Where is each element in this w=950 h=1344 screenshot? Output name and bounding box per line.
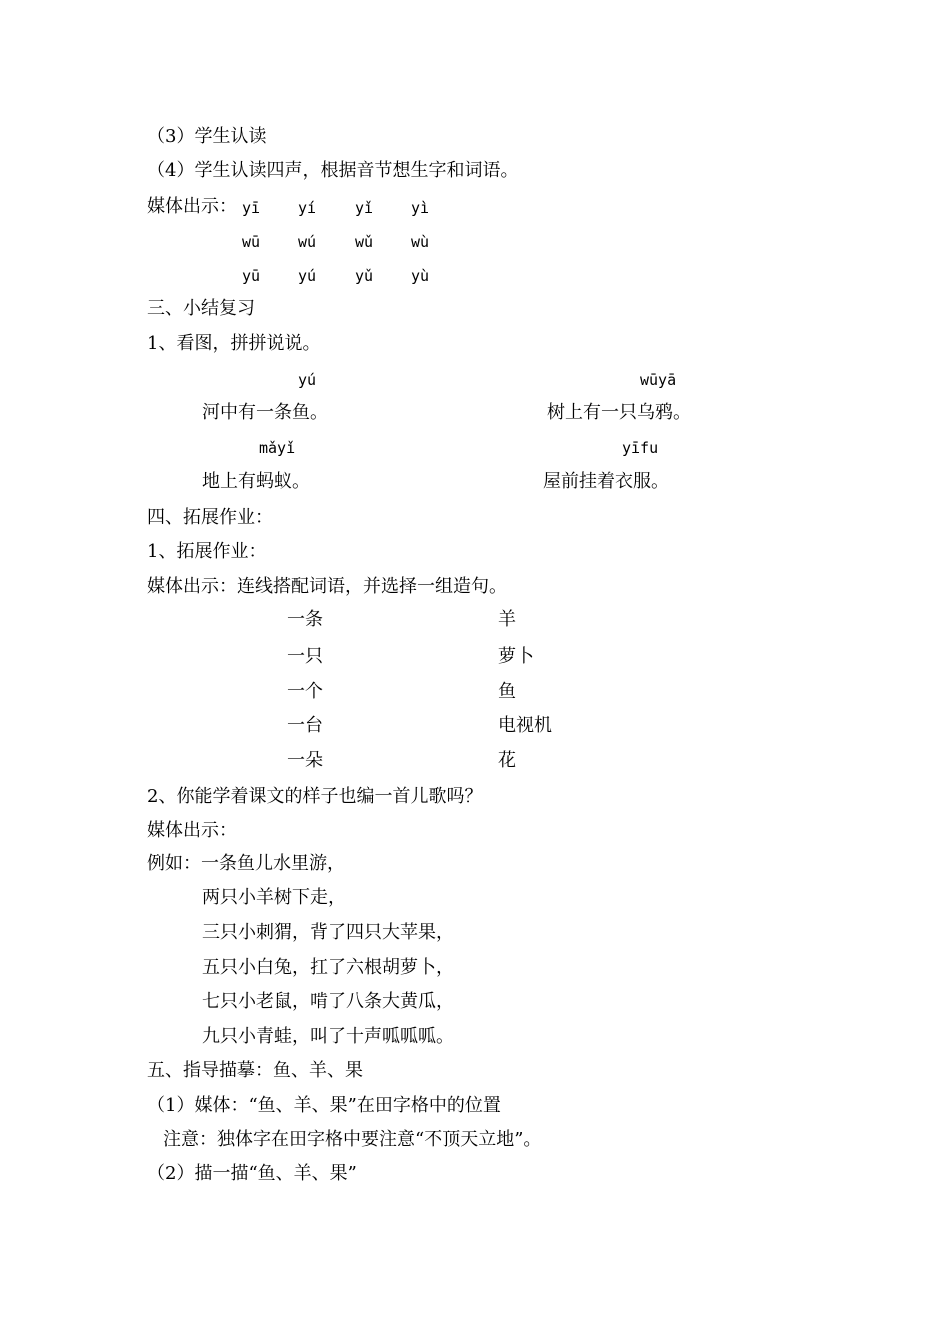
tone-syllable: wú [298, 233, 317, 251]
pinyin-label: wūyā [640, 371, 677, 389]
item-2-heading: 2、你能学着课文的样子也编一首儿歌吗？ [147, 786, 483, 807]
poem-line: 七只小老鼠，啃了八条大黄瓜， [202, 991, 454, 1012]
section-5-heading: 五、指导描摹：鱼、羊、果 [147, 1060, 363, 1081]
section-5-item-1: （1）媒体：“鱼、羊、果”在田字格中的位置 [147, 1095, 501, 1116]
match-intro: 媒体出示：连线搭配词语，并选择一组造句。 [147, 576, 507, 597]
pinyin-label: mǎyǐ [259, 439, 296, 457]
match-left-word: 一个 [287, 681, 323, 702]
poem-line: 三只小刺猬，背了四只大苹果， [202, 922, 454, 943]
match-left-word: 一台 [287, 715, 323, 736]
section-5-item-2: （2）描一描“鱼、羊、果” [147, 1163, 357, 1184]
match-right-word: 羊 [498, 609, 516, 630]
poem-line: 例如：一条鱼儿水里游， [147, 853, 345, 874]
tone-syllable: yù [411, 267, 430, 285]
picture-sentence: 树上有一只乌鸦。 [547, 402, 691, 423]
tone-syllable: yū [242, 267, 261, 285]
item-1-heading: 1、看图，拼拼说说。 [147, 333, 321, 354]
picture-sentence: 屋前挂着衣服。 [543, 471, 669, 492]
match-right-word: 花 [498, 750, 516, 771]
poem-line: 五只小白兔，扛了六根胡萝卜， [202, 957, 454, 978]
match-right-word: 鱼 [498, 681, 516, 702]
picture-sentence: 地上有蚂蚁。 [202, 471, 310, 492]
pinyin-label: yú [298, 371, 317, 389]
tone-syllable: yǔ [355, 267, 374, 285]
media-label: 媒体出示： [147, 196, 237, 217]
tone-syllable: yǐ [355, 199, 374, 217]
item-1b-heading: 1、拓展作业： [147, 541, 267, 562]
picture-sentence: 河中有一条鱼。 [202, 402, 328, 423]
tone-syllable: wù [411, 233, 430, 251]
step4-line: （4）学生认读四声，根据音节想生字和词语。 [147, 160, 519, 181]
tone-syllable: yú [298, 267, 317, 285]
section-4-heading: 四、拓展作业： [147, 507, 273, 528]
tone-syllable: wǔ [355, 233, 374, 251]
match-left-word: 一朵 [287, 750, 323, 771]
match-left-word: 一只 [287, 646, 323, 667]
section-3-heading: 三、小结复习 [147, 298, 255, 319]
tone-syllable: yí [298, 199, 317, 217]
match-left-word: 一条 [287, 609, 323, 630]
poem-line: 两只小羊树下走， [202, 887, 346, 908]
pinyin-label: yīfu [622, 439, 659, 457]
step3-line: （3）学生认读 [147, 126, 267, 147]
match-right-word: 电视机 [498, 715, 552, 736]
tone-syllable: wū [242, 233, 261, 251]
media-label-2: 媒体出示： [147, 820, 237, 841]
tone-syllable: yì [411, 199, 430, 217]
tone-syllable: yī [242, 199, 261, 217]
match-right-word: 萝卜 [498, 646, 534, 667]
section-5-note: 注意：独体字在田字格中要注意“不顶天立地”。 [163, 1129, 542, 1150]
poem-line: 九只小青蛙，叫了十声呱呱呱。 [202, 1026, 454, 1047]
